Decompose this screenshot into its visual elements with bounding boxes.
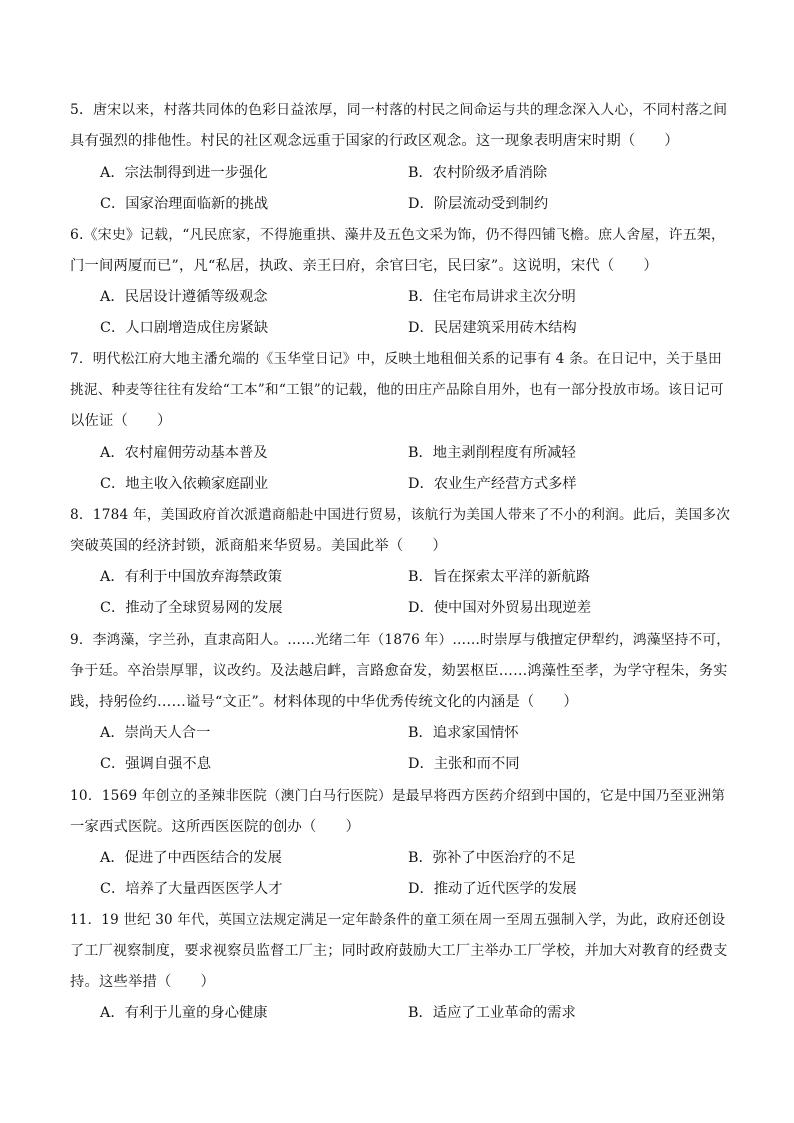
option-a: A．有利于中国放弃海禁政策 <box>100 569 282 585</box>
option-c: C．人口剧增造成住房紧缺 <box>100 320 269 336</box>
question-text-line: 以佐证（ ） <box>70 413 172 429</box>
option-b: B．住宅布局讲求主次分明 <box>408 289 576 305</box>
question-text-line: 争于廷。卒治崇厚罪，议改约。及法越启衅，言路愈奋发，劾罢枢臣……鸿藻性至孝，为学守程朱，务实 <box>70 663 728 679</box>
option-a: A．崇尚天人合一 <box>100 725 211 741</box>
question-text-line: 8．1784 年，美国政府首次派遣商船赴中国进行贸易，该航行为美国人带来了不小的利润。此后，美国多次 <box>70 507 731 523</box>
question-text-line: 7．明代松江府大地主潘允端的《玉华堂日记》中，反映土地租佃关系的记事有 4 条。在日记中，关于垦田 <box>70 351 722 367</box>
option-d: D．使中国对外贸易出现逆差 <box>408 600 592 616</box>
option-a: A．促进了中西医结合的发展 <box>100 850 282 866</box>
question-text-line: 10．1569 年创立的圣辣非医院（澳门白马行医院）是最早将西方医药介绍到中国的，它是中国乃至亚洲第 <box>70 788 726 804</box>
option-c: C．推动了全球贸易网的发展 <box>100 600 283 616</box>
option-a: A．民居设计遵循等级观念 <box>100 289 268 305</box>
question-text-line: 了工厂视察制度，要求视察员监督工厂主；同时政府鼓励大工厂主举办工厂学校，并加大对教育的经费支 <box>70 943 728 959</box>
question-text-line: 门一间两厦而已”，凡“私居，执政、亲王曰府，余官曰宅，民曰家”。这说明，宋代（ ） <box>70 258 658 274</box>
option-b: B．农村阶级矛盾消除 <box>408 165 548 181</box>
option-d: D．主张和而不同 <box>408 756 520 772</box>
option-d: D．农业生产经营方式多样 <box>408 476 577 492</box>
question-text-line: 一家西式医院。这所西医医院的创办（ ） <box>70 819 360 835</box>
question-text-line: 9．李鸿藻，字兰孙，直隶高阳人。……光绪二年（1876 年）……时崇厚与俄擅定伊犁约，鸿藻坚持不可， <box>70 632 731 648</box>
question-text-line: 11．19 世纪 30 年代，英国立法规定满足一定年龄条件的童工须在周一至周五强制入学，为此，政府还创设 <box>70 912 726 928</box>
question-text-line: 具有强烈的排他性。村民的社区观念远重于国家的行政区观念。这一现象表明唐宋时期（ ） <box>70 133 679 149</box>
option-a: A．宗法制得到进一步强化 <box>100 165 268 181</box>
option-b: B．地主剥削程度有所减轻 <box>408 445 576 461</box>
option-c: C．培养了大量西医医学人才 <box>100 881 283 897</box>
option-c: C．地主收入依赖家庭副业 <box>100 476 269 492</box>
option-d: D．推动了近代医学的发展 <box>408 881 577 897</box>
question-text-line: 持。这些举措（ ） <box>70 974 215 990</box>
option-c: C．国家治理面临新的挑战 <box>100 196 269 212</box>
option-b: B．弥补了中医治疗的不足 <box>408 850 576 866</box>
question-text-line: 挑泥、种麦等往往有发给“工本”和“工银”的记载，他的田庄产品除自用外，也有一部分投放市场。该日记可 <box>70 382 724 398</box>
option-b: B．追求家国情怀 <box>408 725 519 741</box>
question-text-line: 突破英国的经济封锁，派商船来华贸易。美国此举（ ） <box>70 538 447 554</box>
option-a: A．农村雇佣劳动基本普及 <box>100 445 268 461</box>
option-b: B．适应了工业革命的需求 <box>408 1005 576 1021</box>
option-d: D．民居建筑采用砖木结构 <box>408 320 577 336</box>
question-text-line: 5．唐宋以来，村落共同体的色彩日益浓厚，同一村落的村民之间命运与共的理念深入人心，不同村落之间 <box>70 102 728 118</box>
question-text-line: 践，持躬俭约……谥号“文正”。材料体现的中华优秀传统文化的内涵是（ ） <box>70 694 578 710</box>
option-c: C．强调自强不息 <box>100 756 212 772</box>
option-d: D．阶层流动受到制约 <box>408 196 549 212</box>
question-text-line: 6.《宋史》记载，“凡民庶家，不得施重拱、藻井及五色文采为饰，仍不得四铺飞檐。庶人舍屋，许五架， <box>70 227 726 243</box>
option-b: B．旨在探索太平洋的新航路 <box>408 569 591 585</box>
option-a: A．有利于儿童的身心健康 <box>100 1005 268 1021</box>
